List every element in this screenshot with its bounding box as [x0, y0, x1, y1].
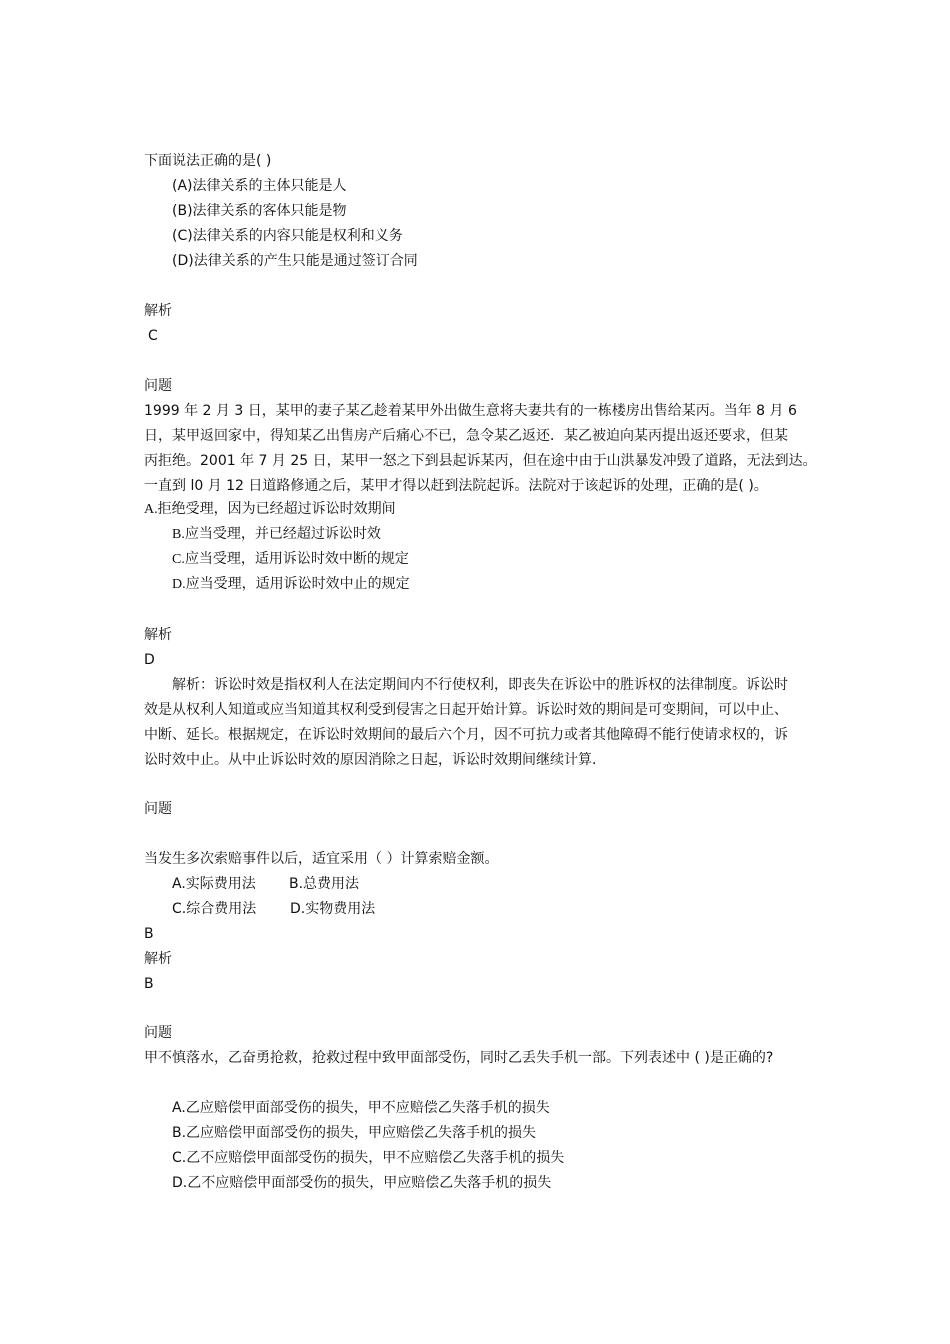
q1-option-b: (B)法律关系的客体只能是物	[172, 203, 347, 219]
q3-analysis-label: 解析	[144, 951, 172, 967]
q1-option-c: (C)法律关系的内容只能是权利和义务	[172, 228, 403, 244]
q3-option-c: C.综合费用法	[172, 901, 257, 917]
q3-question-label: 问题	[144, 801, 172, 817]
q2-stem-line-1: 1999 年 2 月 3 日，某甲的妻子某乙趁着某甲外出做生意将夫妻共有的一栋楼房出售给某丙。当年 8 月 6	[144, 403, 797, 419]
q3-option-a: A.实际费用法	[172, 876, 256, 892]
q4-question-label: 问题	[144, 1025, 172, 1041]
q2-answer: D	[144, 652, 155, 668]
q3-option-b: B.总费用法	[289, 876, 360, 892]
q3-answer-top: B	[144, 926, 154, 942]
q1-option-a: (A)法律关系的主体只能是人	[172, 178, 347, 194]
q2-option-b: B.应当受理，并已经超过诉讼时效	[172, 527, 381, 542]
q2-analysis-label: 解析	[144, 627, 172, 643]
q3-answer: B	[144, 976, 154, 992]
q4-option-d: D.乙不应赔偿甲面部受伤的损失，甲应赔偿乙失落手机的损失	[172, 1175, 552, 1191]
q3-stem: 当发生多次索赔事件以后，适宜采用（ ）计算索赔金额。	[144, 851, 499, 867]
q4-option-a: A.乙应赔偿甲面部受伤的损失，甲不应赔偿乙失落手机的损失	[172, 1100, 550, 1116]
q2-stem-line-2: 日，某甲返回家中，得知某乙出售房产后痛心不已，急令某乙返还．某乙被迫向某丙提出返还要求，但某	[144, 428, 788, 444]
q2-explanation-line-1: 解析：诉讼时效是指权利人在法定期间内不行使权利，即丧失在诉讼中的胜诉权的法律制度。诉讼时	[172, 677, 788, 693]
q4-option-c: C.乙不应赔偿甲面部受伤的损失，甲不应赔偿乙失落手机的损失	[172, 1150, 565, 1166]
q2-explanation-line-2: 效是从权利人知道或应当知道其权利受到侵害之日起开始计算。诉讼时效的期间是可变期间，可以中止、	[144, 702, 788, 718]
q1-stem: 下面说法正确的是( )	[144, 153, 272, 169]
q2-option-d: D.应当受理，适用诉讼时效中止的规定	[172, 577, 410, 592]
q1-option-d: (D)法律关系的产生只能是通过签订合同	[172, 253, 418, 269]
q2-explanation-line-4: 讼时效中止。从中止诉讼时效的原因消除之日起，诉讼时效期间继续计算．	[144, 752, 606, 768]
q2-stem-line-4: 一直到 l0 月 12 日道路修通之后，某甲才得以赶到法院起诉。法院对于该起诉的处理，正确的是( )。	[144, 478, 768, 494]
q4-stem: 甲不慎落水，乙奋勇抢救，抢救过程中致甲面部受伤，同时乙丢失手机一部。下列表述中 ( )是正确的?	[144, 1050, 774, 1066]
q2-stem-line-3: 丙拒绝。2001 年 7 月 25 日，某甲一怒之下到县起诉某丙，但在途中由于山洪暴发冲毁了道路，无法到达。	[144, 453, 817, 469]
q2-explanation-line-3: 中断、延长。根据规定，在诉讼时效期间的最后六个月，因不可抗力或者其他障碍不能行使请求权的，诉	[144, 727, 788, 743]
q4-option-b: B.乙应赔偿甲面部受伤的损失，甲应赔偿乙失落手机的损失	[172, 1125, 537, 1141]
q2-question-label: 问题	[144, 378, 172, 394]
q3-option-d: D.实物费用法	[290, 901, 376, 917]
q2-option-a: A.拒绝受理，因为已经超过诉讼时效期间	[144, 502, 396, 517]
q2-option-c: C.应当受理，适用诉讼时效中断的规定	[172, 552, 409, 567]
q1-answer: C	[148, 328, 158, 344]
q1-analysis-label: 解析	[144, 303, 172, 319]
